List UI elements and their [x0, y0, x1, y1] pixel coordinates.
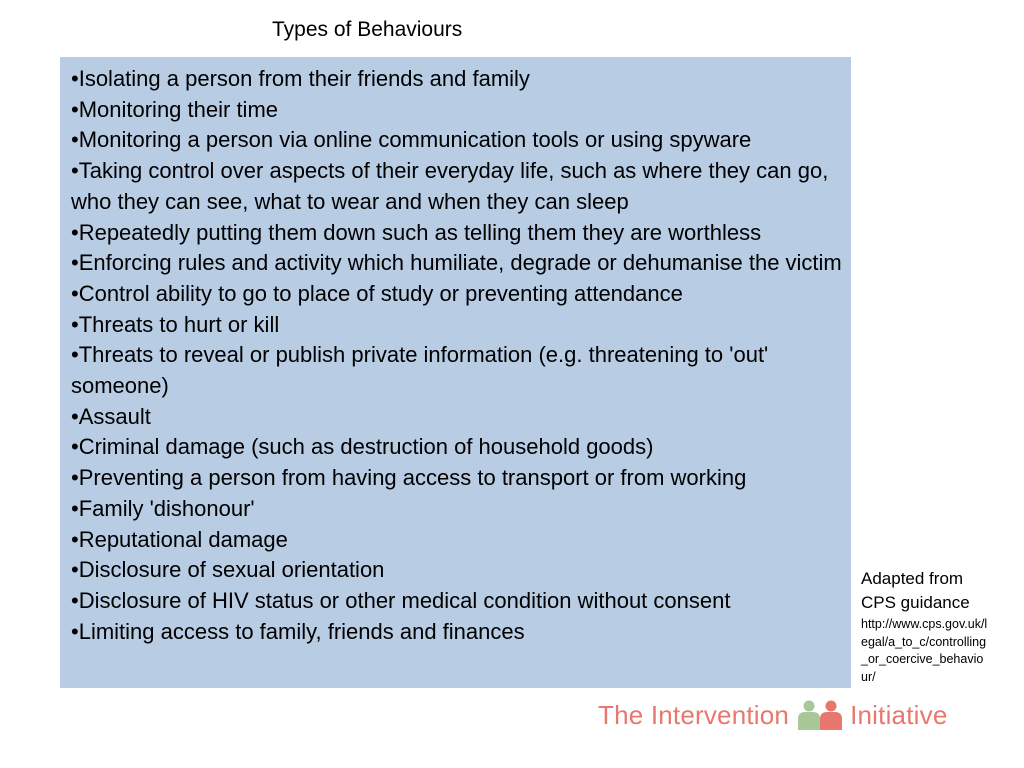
bullet: •: [71, 587, 79, 613]
page-title: Types of Behaviours: [272, 18, 463, 41]
bullet: •: [71, 311, 79, 337]
behaviour-text: Preventing a person from having access to transport or from working: [78, 465, 747, 491]
list-item: [71, 279, 843, 310]
bullet: •: [71, 219, 79, 245]
behaviour-text: Criminal damage (such as destruction of household goods): [78, 434, 654, 460]
list-item: [71, 125, 843, 156]
bullet: •: [71, 465, 79, 491]
green-person-figure: [798, 701, 820, 731]
behaviour-text: Limiting access to family, friends and finances: [78, 618, 525, 644]
list-item: [71, 586, 843, 617]
behaviour-text: Monitoring a person via online communication tools or using spyware: [78, 127, 752, 153]
behaviour-text: Reputational damage: [78, 526, 288, 552]
bullet: •: [71, 434, 79, 460]
source-url: http://www.cps.gov.uk/legal/a_to_c/controlling_or_coercive_behaviour/: [861, 617, 988, 684]
red-person-body: [820, 712, 842, 730]
organisation-logo: [598, 697, 947, 733]
list-item: [71, 95, 843, 126]
list-item: [71, 555, 843, 586]
bullet: •: [71, 526, 79, 552]
green-person-head: [804, 701, 815, 712]
bullet: •: [71, 618, 79, 644]
red-person-head: [826, 701, 837, 712]
bullet: •: [71, 403, 79, 429]
behaviour-text: Threats to reveal or publish private information (e.g. threatening to 'out' someone): [71, 342, 769, 399]
behaviour-text: Monitoring their time: [78, 96, 279, 122]
behaviours-box: [60, 57, 851, 688]
list-item: [71, 310, 843, 341]
list-item: [71, 525, 843, 556]
behaviour-text: Taking control over aspects of their everyday life, such as where they can go, who they can see, what to wear and when they can sleep: [71, 158, 829, 214]
list-item: [71, 64, 843, 95]
list-item: [71, 248, 843, 279]
list-item: [71, 218, 843, 249]
source-adapted-label: Adapted from: [861, 569, 964, 588]
behaviour-text: Family 'dishonour': [78, 495, 255, 521]
bullet: •: [71, 342, 79, 368]
behaviour-text: Threats to hurt or kill: [78, 311, 280, 337]
behaviour-text: Control ability to go to place of study or preventing attendance: [78, 280, 683, 306]
logo-text-left: The Intervention: [598, 700, 790, 730]
logo-text-right: Initiative: [850, 700, 948, 730]
bullet: •: [71, 66, 79, 91]
list-item: [71, 340, 843, 401]
behaviour-text: Disclosure of sexual orientation: [78, 557, 385, 583]
bullet: •: [71, 96, 79, 122]
behaviour-text: Isolating a person from their friends and family: [78, 66, 530, 91]
two-people-icon: [795, 699, 845, 731]
list-item: [71, 402, 843, 433]
bullet: •: [71, 127, 79, 153]
behaviour-list: [71, 64, 843, 647]
bullet: •: [71, 250, 79, 276]
list-item: [71, 617, 843, 648]
behaviour-text: Assault: [78, 403, 151, 429]
behaviour-text: Repeatedly putting them down such as telling them they are worthless: [78, 219, 762, 245]
bullet: •: [71, 495, 79, 521]
list-item: [71, 494, 843, 525]
behaviour-text: Disclosure of HIV status or other medical condition without consent: [78, 587, 731, 613]
bullet: •: [71, 158, 79, 184]
list-item: [71, 432, 843, 463]
bullet: •: [71, 557, 79, 583]
behaviour-text: Enforcing rules and activity which humiliate, degrade or dehumanise the victim: [78, 250, 842, 276]
bullet: •: [71, 280, 79, 306]
green-person-body: [798, 712, 820, 730]
source-note: [861, 567, 1001, 686]
red-person-figure: [820, 701, 842, 731]
list-item: [71, 156, 843, 217]
list-item: [71, 463, 843, 494]
source-guidance-label: CPS guidance: [861, 593, 970, 612]
